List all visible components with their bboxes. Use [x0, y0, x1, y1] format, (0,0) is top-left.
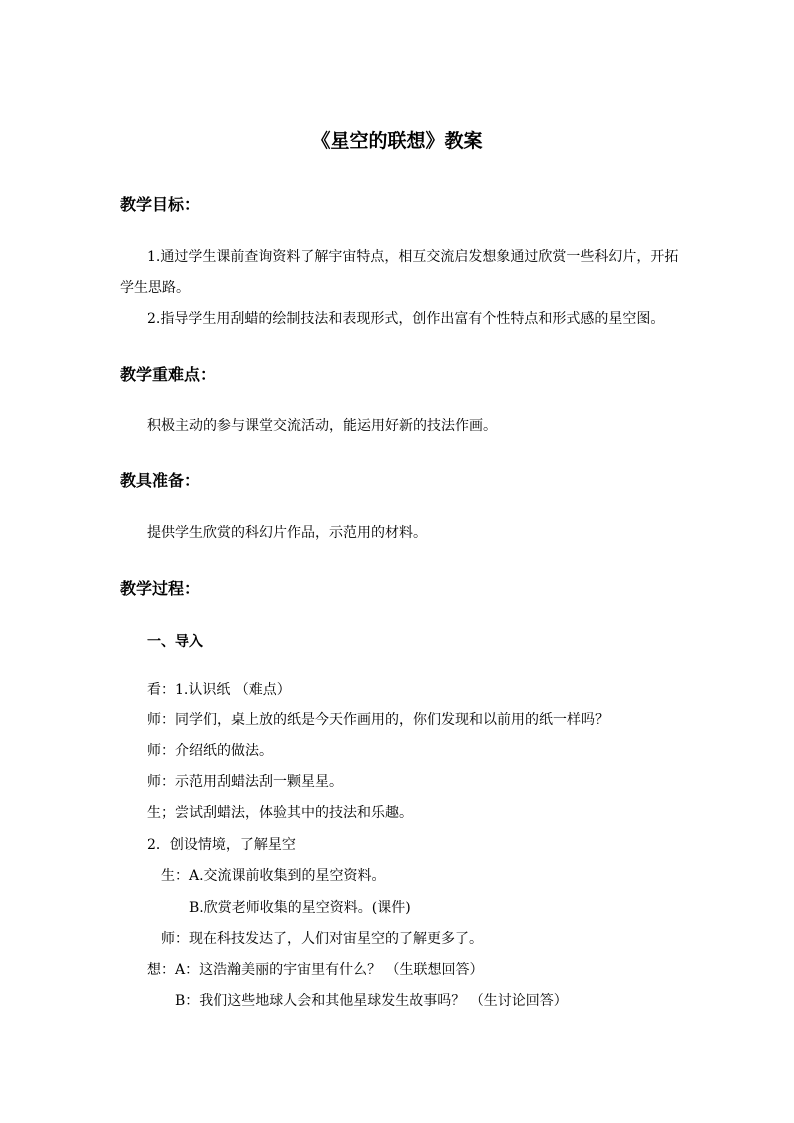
objective-item-1-line-1: 1.通过学生课前查询资料了解宇宙特点，相互交流启发想象通过欣赏一些科幻片，开拓: [147, 249, 679, 265]
section-introduction-heading: 一、导入: [147, 634, 203, 650]
process-line: 师：示范用刮蜡法刮一颗星星。: [147, 774, 343, 790]
document-title: 《星空的联想》教案: [311, 130, 483, 152]
process-line: 师：现在科技发达了，人们对宙星空的了解更多了。: [161, 931, 483, 947]
process-line: B.欣赏老师收集的星空资料。(课件): [189, 900, 411, 916]
key-points-text: 积极主动的参与课堂交流活动，能运用好新的技法作画。: [147, 418, 497, 434]
process-line: 师：介绍纸的做法。: [147, 743, 273, 759]
objective-item-2: 2.指导学生用刮蜡的绘制技法和表现形式，创作出富有个性特点和形式感的星空图。: [147, 311, 665, 327]
key-points-heading: 教学重难点：: [120, 365, 217, 384]
materials-heading: 教具准备：: [120, 471, 201, 490]
process-heading: 教学过程：: [120, 579, 201, 598]
process-line: 生：A.交流课前收集到的星空资料。: [161, 868, 386, 884]
process-line: 2．创设情境，了解星空: [147, 837, 296, 853]
process-line: B：我们这些地球人会和其他星球发生故事吗？ （生讨论回答）: [175, 993, 568, 1009]
objectives-heading: 教学目标：: [120, 195, 201, 214]
process-line: 看：1.认识纸 （难点）: [147, 682, 291, 698]
materials-text: 提供学生欣赏的科幻片作品，示范用的材料。: [147, 525, 427, 541]
process-line: 师：同学们，桌上放的纸是今天作画用的，你们发现和以前用的纸一样吗？: [147, 712, 609, 728]
process-line: 想：A：这浩瀚美丽的宇宙里有什么？ （生联想回答）: [147, 962, 484, 978]
objective-item-1-line-2: 学生思路。: [120, 280, 190, 296]
process-line: 生；尝试刮蜡法，体验其中的技法和乐趣。: [147, 805, 413, 821]
